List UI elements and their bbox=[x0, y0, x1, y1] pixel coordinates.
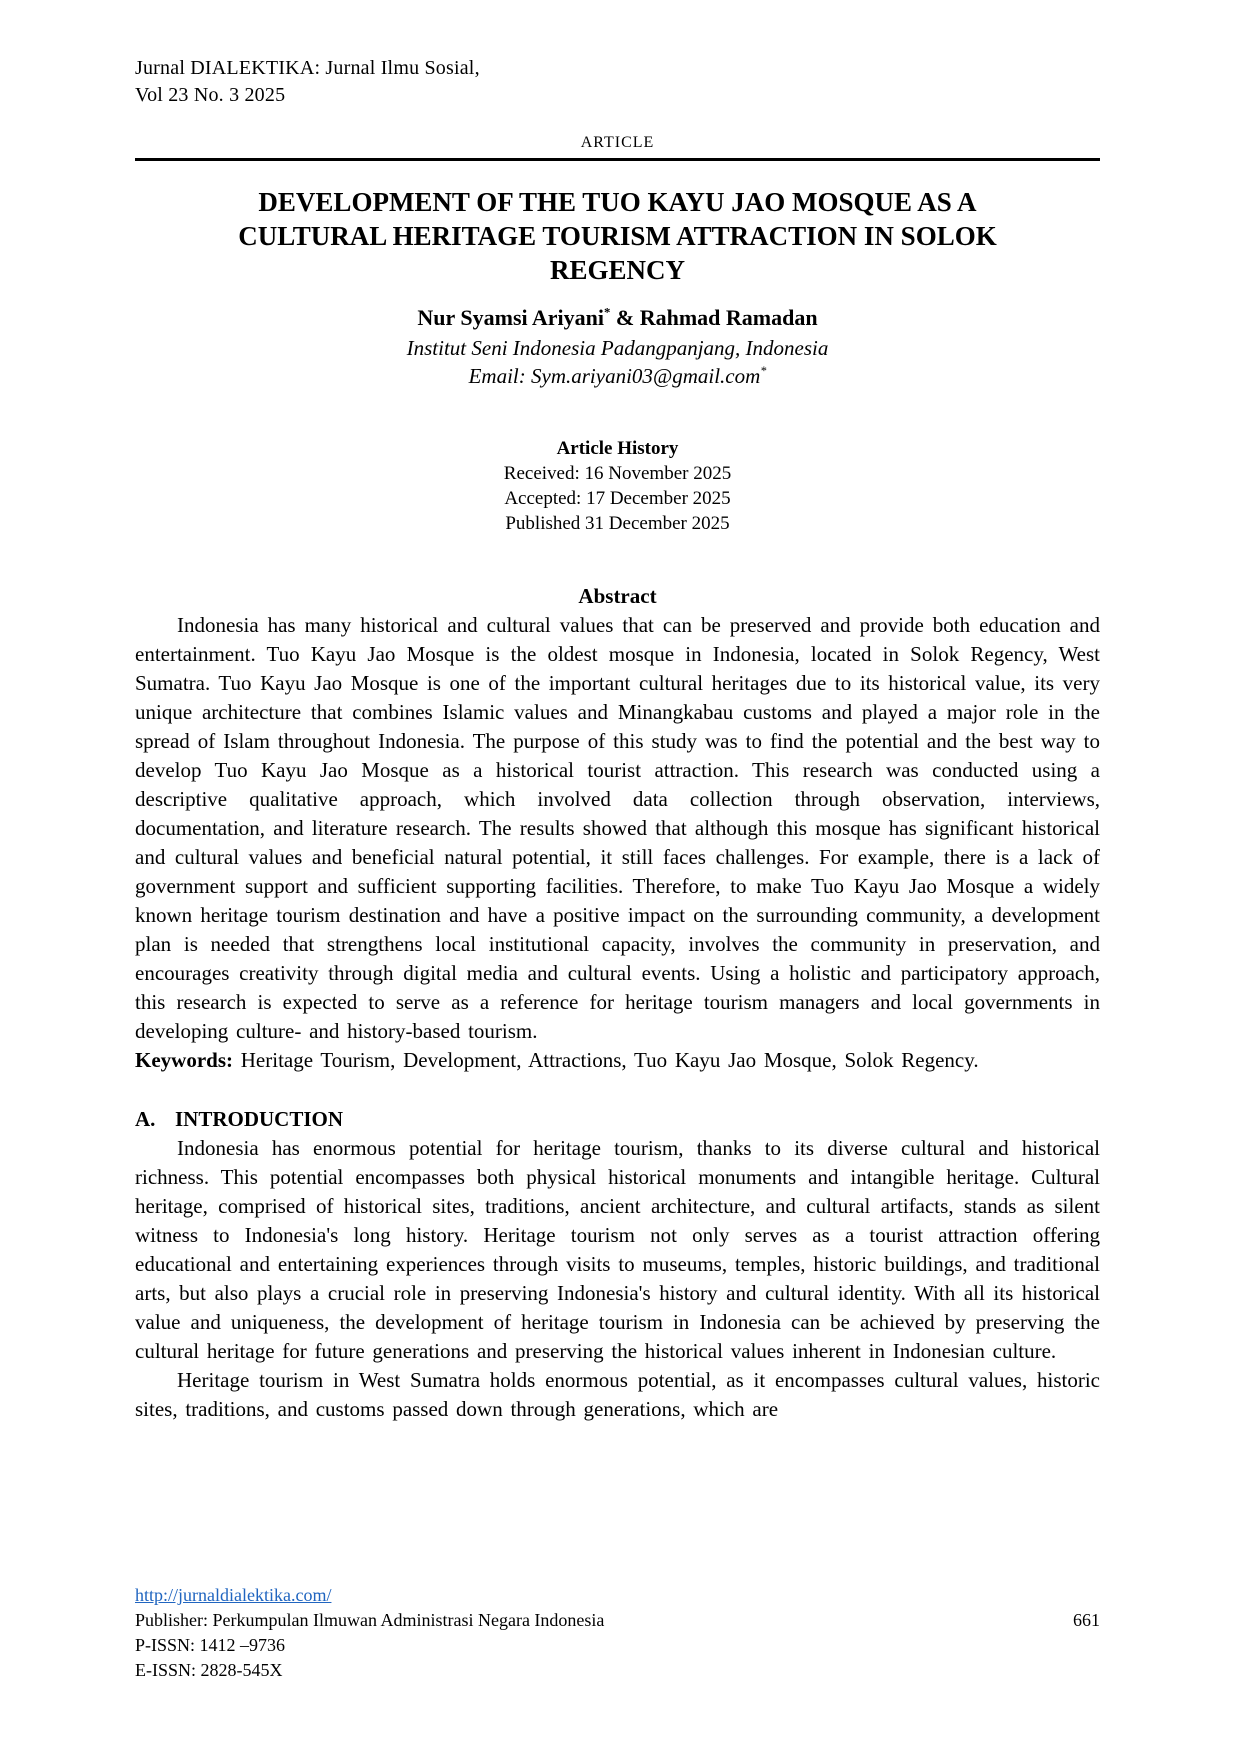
article-type-label: ARTICLE bbox=[580, 134, 655, 151]
page-number: 661 bbox=[1073, 1610, 1100, 1630]
journal-header bbox=[135, 55, 1100, 109]
introduction-paragraph-1: Indonesia has enormous potential for heritage tourism, thanks to its diverse cultural and historical richness. This potential encompasses both physical historical monuments and intangible heritage. Cultural heritage, comprised of historical sites, traditions, ancient architecture, and cultural artifacts, stands as silent witness to Indonesia's long history. Heritage tourism not only serves as a tourist attraction offering educational and entertaining experiences through visits to museums, temples, historic buildings, and traditional arts, but also plays a crucial role in preserving Indonesia's history and cultural identity. With all its historical value and uniqueness, the development of heritage tourism in Indonesia can be achieved by preserving the cultural heritage for future generations and preserving the historical values inherent in Indonesian culture. bbox=[135, 1136, 1100, 1363]
coauthor-name: & Rahmad Ramadan bbox=[610, 305, 818, 330]
received-date: Received: 16 November 2025 bbox=[503, 463, 732, 484]
introduction-heading bbox=[135, 1105, 1100, 1134]
accepted-date: Accepted: 17 December 2025 bbox=[504, 488, 731, 509]
author-line bbox=[135, 303, 1100, 332]
email-corresponding-mark: * bbox=[760, 364, 767, 378]
header-rule bbox=[135, 158, 1100, 161]
abstract-paragraph: Indonesia has many historical and cultural values that can be preserved and provide both education and entertainment. Tuo Kayu Jao Mosque is the oldest mosque in Indonesia, located in Solok Regency, West Sumatra. Tuo Kayu Jao Mosque is one of the important cultural heritages due to its historical value, its very unique architecture that combines Islamic values and Minangkabau customs and played a major role in the spread of Islam throughout Indonesia. The purpose of this study was to find the potential and the best way to develop Tuo Kayu Jao Mosque as a historical tourist attraction. This research was conducted using a descriptive qualitative approach, which involved data collection through observation, interviews, documentation, and literature research. The results showed that although this mosque has significant historical and cultural values and beneficial natural potential, it still faces challenges. For example, there is a lack of government support and sufficient supporting facilities. Therefore, to make Tuo Kayu Jao Mosque a widely known heritage tourism destination and have a positive impact on the surrounding community, a development plan is needed that strengthens local institutional capacity, involves the community in preservation, and encourages creativity through digital media and cultural events. Using a holistic and participatory approach, this research is expected to serve as a reference for heritage tourism managers and local governments in developing culture- and history-based tourism. bbox=[135, 613, 1100, 1043]
author-affiliation: Institut Seni Indonesia Padangpanjang, Indonesia bbox=[406, 336, 829, 360]
author-corresponding-mark: * bbox=[604, 305, 611, 320]
article-title: DEVELOPMENT OF THE TUO KAYU JAO MOSQUE AS A CULTURAL HERITAGE TOURISM ATTRACTION IN SOLOK REGENCY bbox=[238, 187, 997, 285]
section-letter: A. bbox=[135, 1107, 156, 1131]
keywords-label: Keywords: bbox=[135, 1048, 233, 1072]
journal-website-link[interactable]: http://jurnaldialektika.com/ bbox=[135, 1585, 332, 1605]
journal-volume: Vol 23 No. 3 2025 bbox=[135, 84, 286, 106]
section-title: INTRODUCTION bbox=[175, 1107, 344, 1131]
author-email bbox=[135, 362, 1100, 390]
article-history bbox=[135, 436, 1100, 536]
keywords-list: Heritage Tourism, Development, Attractions, Tuo Kayu Jao Mosque, Solok Regency. bbox=[233, 1048, 979, 1072]
journal-name: Jurnal DIALEKTIKA: Jurnal Ilmu Sosial, bbox=[135, 57, 480, 79]
author-name: Nur Syamsi Ariyani bbox=[417, 305, 605, 330]
introduction-paragraph-2: Heritage tourism in West Sumatra holds enormous potential, as it encompasses cultural values, historic sites, traditions, and customs passed down through generations, which are bbox=[135, 1368, 1100, 1421]
e-issn: E-ISSN: 2828-545X bbox=[135, 1660, 283, 1680]
keywords-line bbox=[135, 1046, 1100, 1075]
publisher-row bbox=[135, 1608, 1100, 1633]
p-issn: P-ISSN: 1412 –9736 bbox=[135, 1635, 286, 1655]
abstract-heading: Abstract bbox=[578, 584, 657, 608]
page-footer bbox=[135, 1583, 1100, 1683]
article-history-heading: Article History bbox=[556, 438, 679, 459]
author-email-text: Email: Sym.ariyani03@gmail.com bbox=[468, 364, 761, 388]
publisher-text: Publisher: Perkumpulan Ilmuwan Administrasi Negara Indonesia bbox=[135, 1610, 605, 1630]
published-date: Published 31 December 2025 bbox=[505, 513, 730, 534]
